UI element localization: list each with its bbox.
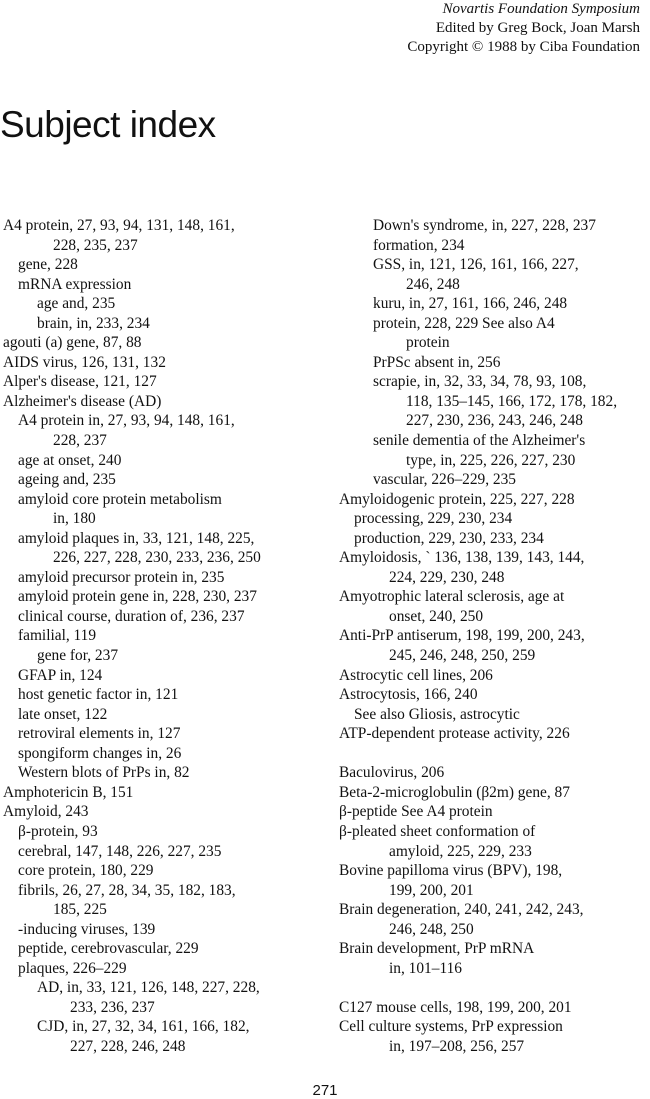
index-subentry: plaques, 226–229 [18, 959, 127, 977]
index-subentry: 226, 227, 228, 230, 233, 236, 250 [53, 549, 261, 567]
copyright-line: Copyright © 1988 by Ciba Foundation [407, 39, 640, 55]
index-subentry: See also Gliosis, astrocytic [354, 705, 520, 723]
index-subentry: senile dementia of the Alzheimer's [373, 432, 586, 450]
index-subentry: age and, 235 [37, 295, 116, 313]
index-subentry: 245, 246, 248, 250, 259 [389, 647, 536, 665]
index-subentry: cerebral, 147, 148, 226, 227, 235 [18, 842, 222, 860]
index-subentry: formation, 234 [373, 236, 465, 254]
index-subentry: CJD, in, 27, 32, 34, 161, 166, 182, [37, 1018, 250, 1036]
index-subentry: Down's syndrome, in, 227, 228, 237 [373, 217, 596, 234]
index-subentry: amyloid protein gene in, 228, 230, 237 [18, 588, 257, 606]
index-column-left [3, 216, 323, 1057]
index-subentry: amyloid core protein metabolism [18, 490, 222, 508]
index-subentry: kuru, in, 27, 161, 166, 246, 248 [373, 295, 568, 313]
index-subentry: AD, in, 33, 121, 126, 148, 227, 228, [37, 979, 260, 997]
index-subentry: 118, 135–145, 166, 172, 178, 182, [406, 392, 618, 410]
index-entry: Bovine papilloma virus (BPV), 198, [339, 862, 563, 880]
index-gap [339, 978, 649, 998]
page-title: Subject index [0, 104, 216, 145]
index-entry: Anti-PrP antiserum, 198, 199, 200, 243, [339, 627, 585, 645]
index-entry: agouti (a) gene, 87, 88 [3, 334, 142, 352]
index-subentry: peptide, cerebrovascular, 229 [18, 940, 199, 958]
index-subentry: Western blots of PrPs in, 82 [18, 764, 190, 782]
index-subentry: familial, 119 [18, 627, 97, 645]
index-subentry: -inducing viruses, 139 [18, 920, 156, 938]
index-subentry: amyloid plaques in, 33, 121, 148, 225, [18, 529, 255, 547]
index-subentry: 246, 248 [406, 275, 460, 293]
index-entry: Beta-2-microglobulin (β2m) gene, 87 [339, 783, 570, 801]
index-subentry: vascular, 226–229, 235 [373, 471, 517, 489]
index-subentry: retroviral elements in, 127 [18, 725, 181, 743]
index-entry: ATP-dependent protease activity, 226 [339, 725, 570, 743]
index-entry: Amyloid, 243 [3, 803, 89, 821]
index-subentry: 233, 236, 237 [70, 998, 155, 1016]
page-number: 271 [312, 1082, 338, 1099]
index-subentry: 228, 235, 237 [53, 236, 138, 254]
index-subentry: gene for, 237 [37, 647, 119, 665]
index-entry: Astrocytic cell lines, 206 [339, 666, 493, 684]
index-entry: AIDS virus, 126, 131, 132 [3, 353, 166, 371]
index-subentry: protein, 228, 229 See also A4 [373, 314, 555, 332]
index-subentry: age at onset, 240 [18, 451, 122, 469]
index-entry: Brain development, PrP mRNA [339, 940, 535, 958]
index-subentry: ageing and, 235 [18, 471, 116, 489]
index-subentry: GFAP in, 124 [18, 666, 103, 684]
index-subentry: fibrils, 26, 27, 28, 34, 35, 182, 183, [18, 881, 236, 899]
index-entry: A4 protein, 27, 93, 94, 131, 148, 161, [3, 217, 235, 234]
publication-header [407, 0, 640, 57]
index-subentry: spongiform changes in, 26 [18, 744, 182, 762]
index-entry: Amyloidosis, ` 136, 138, 139, 143, 144, [339, 549, 585, 567]
index-column-right [339, 216, 649, 1057]
index-subentry: production, 229, 230, 233, 234 [354, 529, 544, 547]
series-name: Novartis Foundation Symposium [442, 1, 640, 17]
index-subentry: scrapie, in, 32, 33, 34, 78, 93, 108, [373, 373, 587, 391]
index-subentry: onset, 240, 250 [389, 607, 484, 625]
index-entry: Amyotrophic lateral sclerosis, age at [339, 588, 565, 606]
index-subentry: brain, in, 233, 234 [37, 314, 150, 332]
index-entry: β-pleated sheet conformation of [339, 822, 536, 840]
index-subentry: β-protein, 93 [18, 822, 98, 840]
index-subentry: host genetic factor in, 121 [18, 686, 179, 704]
index-subentry: type, in, 225, 226, 227, 230 [406, 451, 576, 469]
index-entry: Brain degeneration, 240, 241, 242, 243, [339, 901, 584, 919]
index-subentry: core protein, 180, 229 [18, 862, 154, 880]
index-entry: Astrocytosis, 166, 240 [339, 686, 478, 704]
index-subentry: 227, 228, 246, 248 [70, 1037, 186, 1055]
index-subentry: in, 180 [53, 510, 96, 528]
index-entry: Cell culture systems, PrP expression [339, 1018, 563, 1036]
index-subentry: protein [406, 334, 450, 352]
index-entry: C127 mouse cells, 198, 199, 200, 201 [339, 998, 572, 1016]
index-subentry: 199, 200, 201 [389, 881, 474, 899]
index-subentry: clinical course, duration of, 236, 237 [18, 607, 245, 625]
index-subentry: 185, 225 [53, 901, 107, 919]
index-subentry: late onset, 122 [18, 705, 108, 723]
index-subentry: in, 101–116 [389, 959, 462, 977]
index-entry: Alzheimer's disease (AD) [3, 392, 162, 410]
index-subentry: 246, 248, 250 [389, 920, 474, 938]
index-subentry: amyloid precursor protein in, 235 [18, 568, 225, 586]
index-entry: Amyloidogenic protein, 225, 227, 228 [339, 490, 575, 508]
index-subentry: in, 197–208, 256, 257 [389, 1037, 525, 1055]
index-entry: Alper's disease, 121, 127 [3, 373, 157, 391]
index-subentry: 227, 230, 236, 243, 246, 248 [406, 412, 583, 430]
index-entry: Amphotericin B, 151 [3, 783, 134, 801]
index-subentry: GSS, in, 121, 126, 161, 166, 227, [373, 256, 579, 274]
index-subentry: PrPSc absent in, 256 [373, 353, 501, 371]
index-subentry: A4 protein in, 27, 93, 94, 148, 161, [18, 412, 235, 430]
index-entry: Baculovirus, 206 [339, 764, 445, 782]
index-subentry: gene, 228 [18, 256, 78, 274]
editors-line: Edited by Greg Bock, Joan Marsh [435, 20, 640, 36]
index-subentry: amyloid, 225, 229, 233 [389, 842, 532, 860]
index-subentry: 224, 229, 230, 248 [389, 568, 505, 586]
index-subentry: processing, 229, 230, 234 [354, 510, 513, 528]
index-entry: β-peptide See A4 protein [339, 803, 493, 821]
index-subentry: mRNA expression [18, 275, 132, 293]
index-gap [339, 744, 649, 764]
index-subentry: 228, 237 [53, 432, 107, 450]
